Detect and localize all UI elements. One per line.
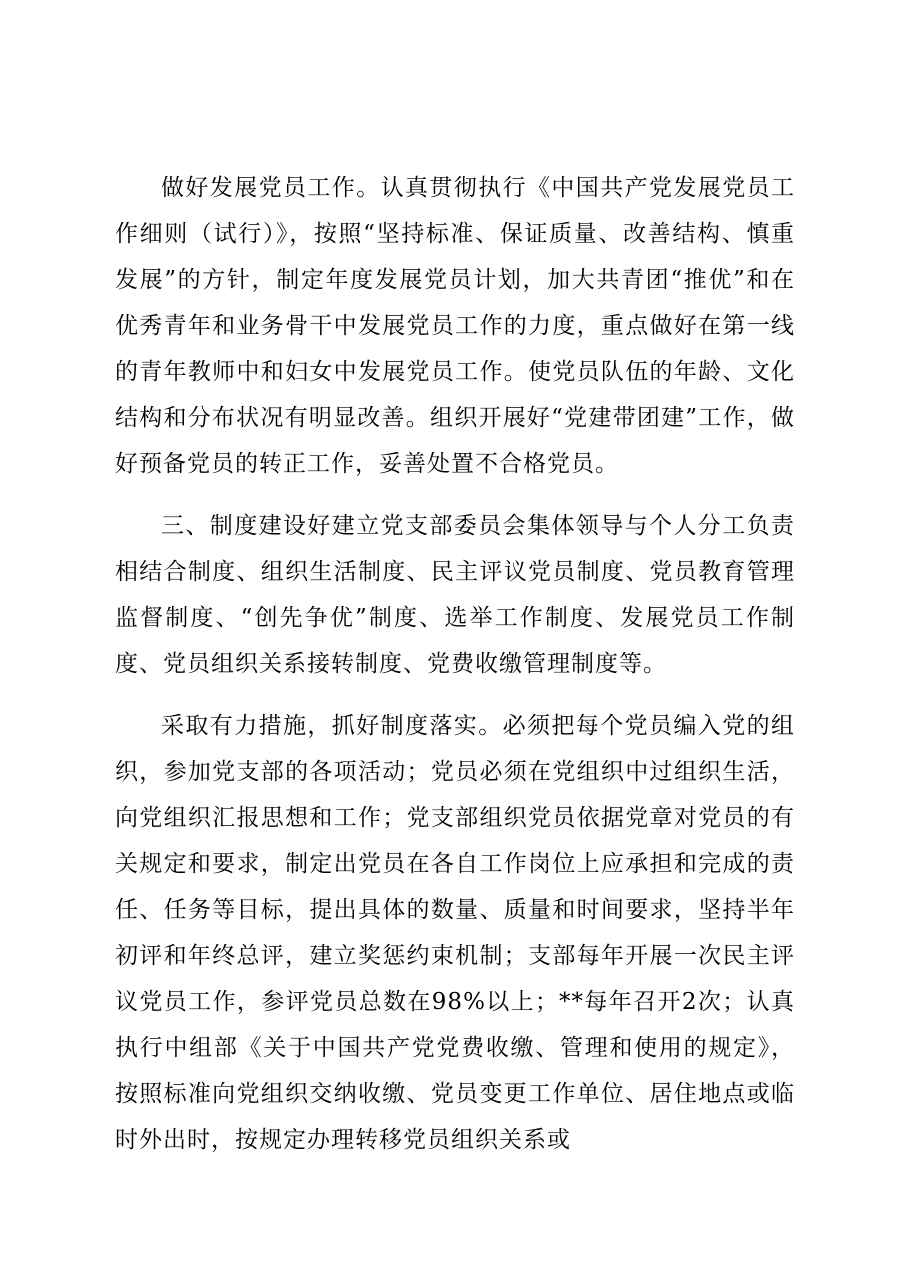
paragraph-party-member-development: 做好发展党员工作。认真贯彻执行《中国共产党发展党员工作细则（试行）》，按照“坚持标准、保证质量、改善结构、慎重发展”的方针，制定年度发展党员计划，加大共青团“推优”和在优秀青年和业务骨干中发展党员工作的力度，重点做好在第一线的青年教师中和妇女中发展党员工作。使党员队伍的年龄、文化结构和分布状况有明显改善。组织开展好“党建带团建”工作，做好预备党员的转正工作，妥善处置不合格党员。 (115, 175, 795, 477)
paragraph-system-building: 三、制度建设好建立党支部委员会集体领导与个人分工负责相结合制度、组织生活制度、民主评议党员制度、党员教育管理监督制度、“创先争优”制度、选举工作制度、发展党员工作制度、党员组织关系接转制度、党费收缴管理制度等。 (115, 513, 795, 677)
paragraph-system-implementation: 采取有力措施，抓好制度落实。必须把每个党员编入党的组织，参加党支部的各项活动；党员必须在党组织中过组织生活，向党组织汇报思想和工作；党支部组织党员依据党章对党员的有关规定和要求，制定出党员在各自工作岗位上应承担和完成的责任、任务等目标，提出具体的数量、质量和时间要求，坚持半年初评和年终总评，建立奖惩约束机制；支部每年开展一次民主评议党员工作，参评党员总数在98%以上；**每年召开2次；认真执行中组部《关于中国共产党党费收缴、管理和使用的规定》，按照标准向党组织交纳收缴、党员变更工作单位、居住地点或临时外出时，按规定办理转移党员组织关系或 (115, 713, 795, 1153)
document-body (115, 165, 795, 1163)
